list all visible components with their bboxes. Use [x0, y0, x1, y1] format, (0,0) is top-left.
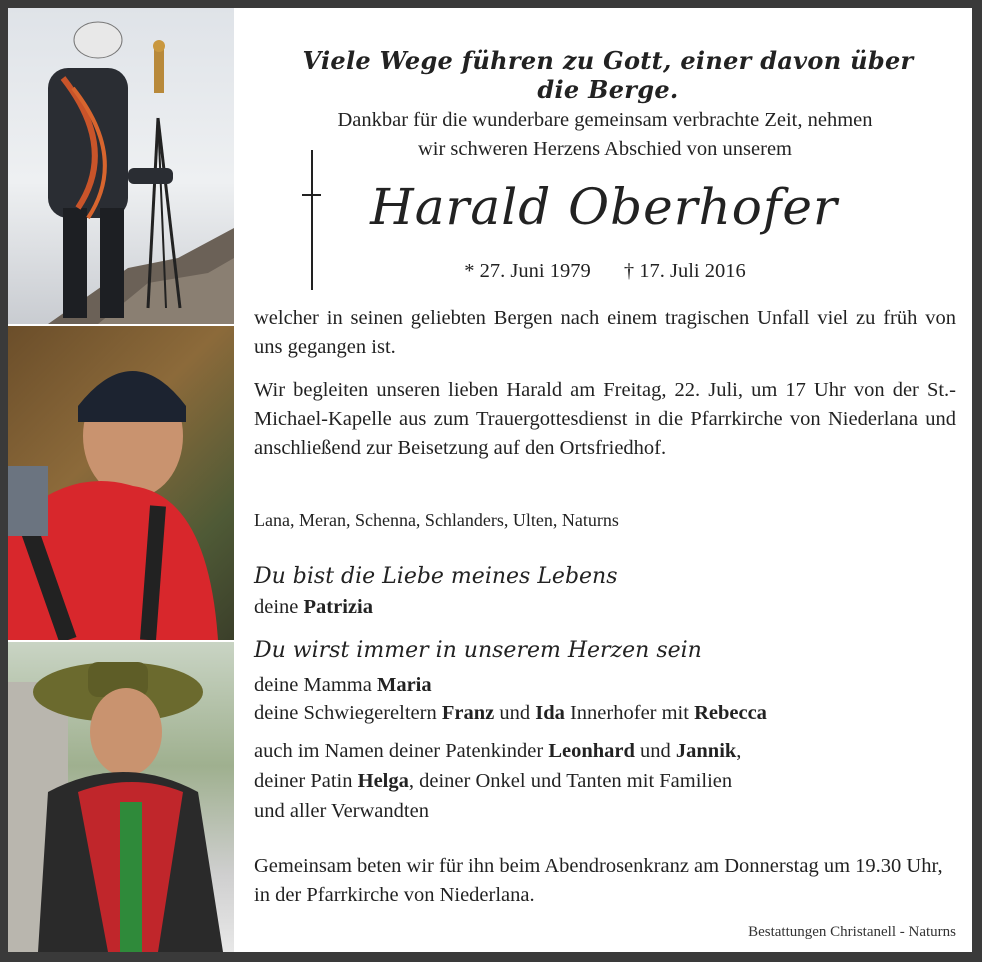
- photo-column: [8, 8, 234, 952]
- mourner-mother-name: Maria: [376, 674, 432, 696]
- birth-date: * 27. Juni 1979: [464, 260, 591, 282]
- rosary-notice: Gemeinsam beten wir für ihn beim Abendrosenkranz am Donnerstag um 19.30 Uhr, in der Pfarrkirche von Niederlana.: [254, 855, 943, 906]
- in-laws-prefix: deine Schwiegereltern: [254, 702, 442, 724]
- obituary-card: [8, 8, 972, 952]
- mourner-in-laws: [254, 702, 767, 725]
- paragraph-circumstances: welcher in seinen geliebten Bergen nach einem tragischen Unfall viel zu früh von uns gegangen ist.: [254, 307, 956, 358]
- mourner-partner-name: Patrizia: [303, 596, 373, 618]
- godmother-suffix: , deiner Onkel und Tanten mit Familien: [408, 770, 733, 792]
- photo-portrait-beanie: [8, 326, 234, 640]
- mourner-relatives: und aller Verwandten: [254, 800, 429, 822]
- in-laws-name-2: Ida: [535, 702, 565, 724]
- in-laws-surname: Innerhofer mit: [564, 702, 695, 724]
- funeral-home-credit: Bestattungen Christanell - Naturns: [748, 924, 956, 940]
- photo-climber-summit: [8, 8, 234, 324]
- mourner-godmother: [254, 770, 732, 793]
- godchild-name-2: Jannik: [675, 740, 737, 762]
- godmother-prefix: deiner Patin: [254, 770, 358, 792]
- godchildren-comma: ,: [736, 740, 742, 762]
- godchild-name-1: Leonhard: [548, 740, 635, 762]
- godmother-name: Helga: [357, 770, 409, 792]
- intro-line-1: Dankbar für die wunderbare gemeinsam verbrachte Zeit, nehmen: [337, 109, 873, 131]
- life-dates: [252, 260, 958, 283]
- in-laws-and: und: [494, 702, 536, 724]
- in-laws-name-3: Rebecca: [694, 702, 767, 724]
- intro-text: [252, 106, 958, 164]
- paragraph-funeral-details: Wir begleiten unseren lieben Harald am Freitag, 22. Juli, um 17 Uhr von der St.-Michael-Kapelle aus zum Trauergottesdienst in die Pfarrkirche von Niederlana und anschließend zur Beisetzung auf den Ortsfriedhof.: [254, 379, 956, 459]
- mourner-mother-prefix: deine Mamma: [254, 674, 377, 696]
- godchildren-and: und: [634, 740, 676, 762]
- dedication-family: Du wirst immer in unserem Herzen sein: [254, 638, 702, 663]
- deceased-name: Harald Oberhofer: [370, 178, 838, 236]
- dedication-partner: Du bist die Liebe meines Lebens: [254, 564, 618, 589]
- obituary-text: [252, 8, 958, 952]
- mourner-mother: [254, 674, 432, 697]
- in-laws-name-1: Franz: [441, 702, 495, 724]
- mourner-partner: [254, 596, 373, 619]
- godchildren-prefix: auch im Namen deiner Patenkinder: [254, 740, 549, 762]
- motto-heading: Viele Wege führen zu Gott, einer davon über die Berge.: [302, 46, 914, 104]
- photo-traditional-hat: [8, 642, 234, 952]
- mourner-partner-prefix: deine: [254, 596, 304, 618]
- mourner-godchildren: [254, 740, 741, 763]
- death-date: † 17. Juli 2016: [623, 260, 746, 282]
- intro-line-2: wir schweren Herzens Abschied von unserem: [417, 138, 792, 160]
- towns-list: Lana, Meran, Schenna, Schlanders, Ulten, Naturns: [254, 510, 619, 530]
